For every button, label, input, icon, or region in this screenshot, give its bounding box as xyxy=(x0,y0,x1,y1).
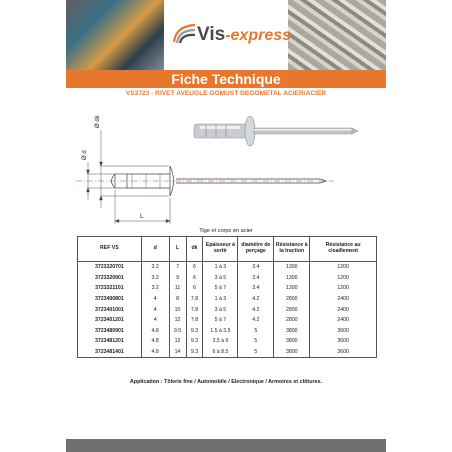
header-diametre-percage: diamètre de perçage xyxy=(238,237,274,262)
brand-logo xyxy=(164,0,292,70)
table-row xyxy=(78,273,377,284)
dimension-label-dk: Ø dk xyxy=(95,115,101,128)
header-photo-tools xyxy=(66,0,164,70)
table-cell: 1200 xyxy=(310,273,377,284)
header-resistance-traction: Résistance à la traction xyxy=(274,237,310,262)
table-cell: 3800 xyxy=(274,336,310,347)
table-cell: 3.5 à 6 xyxy=(203,336,238,347)
rivet-photo xyxy=(194,116,358,146)
dimension-label-l: L xyxy=(140,213,144,220)
table-cell: 1.5 à 3.5 xyxy=(203,326,238,337)
table-cell: 1200 xyxy=(310,262,377,273)
table-cell: 7.8 xyxy=(186,315,203,326)
table-cell: 9.3 xyxy=(186,326,203,337)
table-cell-ref: 3723480901 xyxy=(78,326,142,337)
header-epaisseur: Epaisseur à sertir xyxy=(203,237,238,262)
table-header-row xyxy=(78,237,377,262)
table-cell: 5 à 7 xyxy=(203,283,238,294)
table-cell: 9.5 xyxy=(169,326,186,337)
table-cell: 5 à 7 xyxy=(203,315,238,326)
table-cell-ref: 3723400801 xyxy=(78,294,142,305)
table-cell: 8 xyxy=(169,294,186,305)
table-cell: 5 xyxy=(238,336,274,347)
table-cell: 2800 xyxy=(274,315,310,326)
header-d: d xyxy=(141,237,169,262)
table-cell: 9.3 xyxy=(186,347,203,358)
table-cell: 9.3 xyxy=(186,336,203,347)
table-cell: 3.4 xyxy=(238,273,274,284)
table-cell: 3600 xyxy=(310,326,377,337)
table-row xyxy=(78,262,377,273)
table-cell: 1 à 3 xyxy=(203,262,238,273)
table-cell: 3.4 xyxy=(238,283,274,294)
table-cell: 7 xyxy=(169,262,186,273)
document-title: Fiche Technique xyxy=(66,70,386,88)
table-cell: 4.2 xyxy=(238,304,274,315)
logo-swoosh-icon xyxy=(173,22,197,44)
table-cell: 3800 xyxy=(274,326,310,337)
table-cell: 4 xyxy=(141,315,169,326)
header-photo-screws xyxy=(288,0,386,70)
table-row xyxy=(78,304,377,315)
dimension-label-d: Ø d xyxy=(82,150,88,160)
table-cell: 1300 xyxy=(274,262,310,273)
table-cell: 6 xyxy=(186,262,203,273)
table-caption: Tige et corps en acier xyxy=(199,228,253,234)
table-cell: 2800 xyxy=(274,294,310,305)
table-cell-ref: 3723481201 xyxy=(78,336,142,347)
table-cell: 3 à 5 xyxy=(203,273,238,284)
table-cell: 11 xyxy=(169,283,186,294)
table-cell: 3.2 xyxy=(141,283,169,294)
table-cell: 4 xyxy=(141,304,169,315)
table-row xyxy=(78,294,377,305)
table-cell-ref: 3723320901 xyxy=(78,273,142,284)
footer-bar xyxy=(66,439,386,452)
table-cell: 3800 xyxy=(274,347,310,358)
table-cell: 4.2 xyxy=(238,294,274,305)
table-cell: 3.4 xyxy=(238,262,274,273)
brand-name-accent: -express xyxy=(225,27,292,44)
application-note: Application : Tôlerie fine / Automobile / Electronique / Armoires et clôtures. xyxy=(129,379,323,385)
table-cell: 2400 xyxy=(310,315,377,326)
table-cell-ref: 3723401201 xyxy=(78,315,142,326)
table-cell: 2800 xyxy=(274,304,310,315)
table-cell: 1300 xyxy=(274,273,310,284)
table-cell: 5 xyxy=(238,347,274,358)
table-cell: 4.8 xyxy=(141,326,169,337)
table-cell: 6 xyxy=(186,283,203,294)
table-cell: 1 à 3 xyxy=(203,294,238,305)
table-cell: 3600 xyxy=(310,347,377,358)
table-row xyxy=(78,336,377,347)
table-cell: 3.2 xyxy=(141,262,169,273)
header-resistance-cisaillement: Résistance au cisaillement xyxy=(310,237,377,262)
table-row xyxy=(78,347,377,358)
header-dk: dk xyxy=(186,237,203,262)
dimension-lines xyxy=(87,130,171,224)
table-cell-ref: 3723320701 xyxy=(78,262,142,273)
header-ref-vs: REF VS xyxy=(78,237,142,262)
table-cell: 2400 xyxy=(310,294,377,305)
table-cell: 6 xyxy=(186,273,203,284)
table-cell: 4 xyxy=(141,294,169,305)
table-cell: 10 xyxy=(169,304,186,315)
table-cell: 7.8 xyxy=(186,294,203,305)
table-cell-ref: 3723481401 xyxy=(78,347,142,358)
table-row xyxy=(78,326,377,337)
table-cell: 3.2 xyxy=(141,273,169,284)
table-cell: 7.8 xyxy=(186,304,203,315)
rivet-drawing xyxy=(66,100,386,228)
specification-table xyxy=(77,236,377,358)
header-banner xyxy=(66,0,386,70)
datasheet-page xyxy=(66,0,386,452)
table-row xyxy=(78,315,377,326)
table-cell: 12 xyxy=(169,315,186,326)
product-subtitle: VS3723 - RIVET AVEUGLE GOMUST DEGOMETAL ACIER/ACIER xyxy=(125,90,327,97)
table-cell: 5 xyxy=(238,326,274,337)
table-cell: 4.2 xyxy=(238,315,274,326)
table-cell: 1300 xyxy=(274,283,310,294)
table-cell: 6 à 8.5 xyxy=(203,347,238,358)
table-cell: 9 xyxy=(169,273,186,284)
table-cell: 3 à 5 xyxy=(203,304,238,315)
table-cell: 14 xyxy=(169,347,186,358)
table-cell: 1200 xyxy=(310,283,377,294)
table-cell-ref: 3723401001 xyxy=(78,304,142,315)
header-l: L xyxy=(169,237,186,262)
table-cell: 12 xyxy=(169,336,186,347)
table-cell: 3600 xyxy=(310,336,377,347)
brand-name xyxy=(197,24,291,46)
table-cell: 2400 xyxy=(310,304,377,315)
table-cell-ref: 3723321101 xyxy=(78,283,142,294)
table-cell: 4.8 xyxy=(141,347,169,358)
brand-name-main: Vis xyxy=(197,24,226,45)
table-row xyxy=(78,283,377,294)
table-cell: 4.8 xyxy=(141,336,169,347)
